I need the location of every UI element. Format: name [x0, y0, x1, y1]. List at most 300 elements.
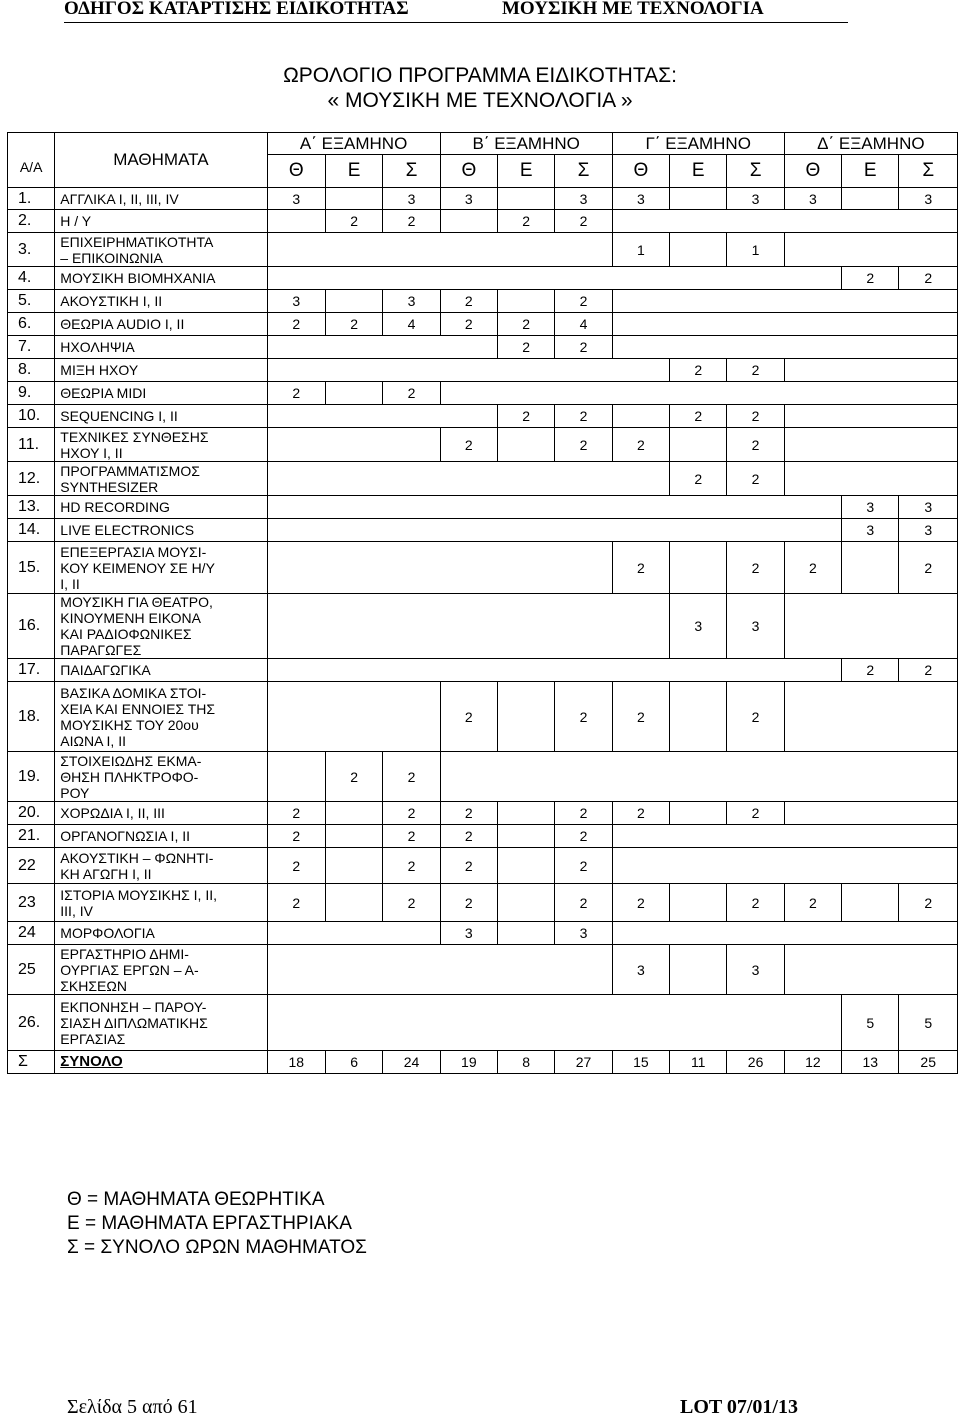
hours-cell: 2 — [325, 210, 382, 233]
table-row — [8, 659, 958, 682]
subject-line: ΙΙΙ, ΙV — [60, 902, 93, 919]
subject-cell — [55, 290, 267, 313]
hours-cell: 1 — [612, 233, 669, 267]
hours-cell: 5 — [899, 995, 958, 1051]
empty-cell — [498, 884, 555, 922]
hours-cell: 2 — [727, 802, 784, 825]
subject-line: SEQUENCING I, II — [60, 408, 178, 424]
subcol-header: Σ — [727, 155, 784, 188]
semester-c-header: Γ΄ ΕΞΑΜΗΝΟ — [612, 133, 784, 155]
empty-cell — [842, 188, 899, 210]
subject-line: ΧΟΡΩΔΙΑ Ι, ΙΙ, ΙΙΙ — [60, 805, 165, 821]
empty-cell — [267, 659, 842, 682]
hours-cell: 2 — [555, 825, 612, 848]
row-number: 17. — [8, 659, 55, 682]
empty-cell — [267, 496, 842, 519]
legend — [67, 1188, 367, 1260]
subject-cell — [55, 659, 267, 682]
hours-cell: 2 — [267, 313, 325, 336]
semester-d-header: Δ΄ ΕΞΑΜΗΝΟ — [784, 133, 957, 155]
empty-cell — [670, 542, 727, 594]
total-cell: 27 — [555, 1051, 612, 1074]
hours-cell: 5 — [842, 995, 899, 1051]
subject-cell — [55, 210, 267, 233]
hours-cell: 3 — [670, 594, 727, 659]
table-row — [8, 267, 958, 290]
hours-cell: 3 — [555, 922, 612, 945]
hours-cell: 2 — [555, 428, 612, 462]
total-cell: 25 — [899, 1051, 958, 1074]
subject-line: ΕΠΕΞΕΡΓΑΣΙΑ ΜΟΥΣΙ- — [60, 543, 207, 560]
hours-cell: 2 — [670, 359, 727, 382]
hours-cell: 2 — [555, 884, 612, 922]
row-number: 11. — [8, 428, 55, 462]
hours-cell: 2 — [784, 884, 841, 922]
subject-cell — [55, 188, 267, 210]
subject-line: ΘΕΩΡΙΑ MIDI — [60, 385, 147, 401]
subject-cell — [55, 884, 267, 922]
hours-cell: 3 — [842, 496, 899, 519]
empty-cell — [325, 188, 382, 210]
subcol-header: Ε — [842, 155, 899, 188]
running-header — [64, 0, 848, 23]
subject-line: ΘΕΩΡΙΑ AUDIO I, II — [60, 316, 185, 332]
subcol-header: Ε — [325, 155, 382, 188]
hours-cell: 2 — [555, 848, 612, 884]
subject-cell — [55, 462, 267, 496]
subject-cell — [55, 995, 267, 1051]
total-label: ΣΥΝΟΛΟ — [55, 1051, 267, 1074]
hours-cell: 3 — [267, 188, 325, 210]
hours-cell: 3 — [899, 188, 958, 210]
empty-cell — [498, 290, 555, 313]
empty-cell — [670, 682, 727, 752]
hours-cell: 2 — [383, 884, 440, 922]
empty-cell — [612, 922, 957, 945]
empty-cell — [784, 594, 957, 659]
hours-cell: 2 — [325, 752, 382, 802]
empty-cell — [325, 382, 382, 405]
hours-cell: 2 — [440, 848, 497, 884]
subject-cell — [55, 825, 267, 848]
empty-cell — [498, 922, 555, 945]
hours-cell: 2 — [440, 428, 497, 462]
subject-line: ΜΟΥΣΙΚΗ ΒΙΟΜΗΧΑΝΙΑ — [60, 270, 216, 286]
row-number: 21. — [8, 825, 55, 848]
subject-cell — [55, 233, 267, 267]
empty-cell — [267, 210, 325, 233]
empty-cell — [784, 428, 957, 462]
subject-cell — [55, 802, 267, 825]
row-number: 16. — [8, 594, 55, 659]
empty-cell — [267, 519, 842, 542]
subject-cell — [55, 519, 267, 542]
empty-cell — [612, 336, 957, 359]
page-number: Σελίδα 5 από 61 — [67, 1396, 198, 1418]
row-number: 10. — [8, 405, 55, 428]
subject-cell — [55, 752, 267, 802]
subcol-header: Ε — [498, 155, 555, 188]
empty-cell — [784, 233, 957, 267]
hours-cell: 2 — [498, 313, 555, 336]
subject-line: HD RECORDING — [60, 499, 170, 515]
page-title: ΩΡΟΛΟΓΙΟ ΠΡΟΓΡΑΜΜΑ ΕΙΔΙΚΟΤΗΤΑΣ: — [283, 64, 677, 87]
col-aa-header: Α/Α — [8, 133, 55, 188]
subject-line: ΚΗ ΑΓΩΓΗ Ι, ΙΙ — [60, 865, 152, 882]
empty-cell — [784, 945, 957, 995]
empty-cell — [267, 922, 440, 945]
row-number: 4. — [8, 267, 55, 290]
hours-cell: 3 — [267, 290, 325, 313]
hours-cell: 3 — [899, 496, 958, 519]
hours-cell: 2 — [727, 462, 784, 496]
empty-cell — [498, 428, 555, 462]
subject-line: ΘΗΣΗ ΠΛΗΚΤΡΟΦΟ- — [60, 768, 199, 785]
empty-cell — [612, 825, 957, 848]
legend-total: Σ = ΣΥΝΟΛΟ ΩΡΩΝ ΜΑΘΗΜΑΤΟΣ — [67, 1237, 367, 1258]
hours-cell: 2 — [440, 290, 497, 313]
subject-line: ΠΑΙΔΑΓΩΓΙΚΑ — [60, 662, 151, 678]
subject-line: ΤΕΧΝΙΚΕΣ ΣΥΝΘΕΣΗΣ — [60, 428, 209, 445]
row-number: 24 — [8, 922, 55, 945]
hours-cell: 2 — [267, 884, 325, 922]
subject-line: ΕΡΓΑΣΤΗΡΙΟ ΔΗΜΙ- — [60, 945, 189, 962]
row-number: 8. — [8, 359, 55, 382]
subject-cell — [55, 945, 267, 995]
table-row — [8, 428, 958, 462]
header-right: ΜΟΥΣΙΚΗ ΜΕ ΤΕΧΝΟΛΟΓΙΑ — [502, 0, 764, 19]
empty-cell — [267, 267, 842, 290]
hours-cell: 3 — [899, 519, 958, 542]
hours-cell: 2 — [899, 659, 958, 682]
row-number: 25 — [8, 945, 55, 995]
hours-cell: 3 — [555, 188, 612, 210]
hours-cell: 2 — [727, 682, 784, 752]
empty-cell — [267, 682, 440, 752]
hours-cell: 3 — [383, 188, 440, 210]
subject-line: Η / Υ — [60, 213, 92, 229]
table-row — [8, 922, 958, 945]
hours-cell: 2 — [440, 313, 497, 336]
empty-cell — [670, 428, 727, 462]
subcol-header: Ε — [670, 155, 727, 188]
total-cell: 15 — [612, 1051, 669, 1074]
hours-cell: 3 — [612, 188, 669, 210]
hours-cell: 3 — [727, 945, 784, 995]
hours-cell: 2 — [727, 359, 784, 382]
hours-cell: 2 — [498, 336, 555, 359]
legend-theory: Θ = ΜΑΘΗΜΑΤΑ ΘΕΩΡΗΤΙΚΑ — [67, 1189, 325, 1210]
subject-line: ΠΡΟΓΡΑΜΜΑΤΙΣΜΟΣ — [60, 462, 200, 479]
hours-cell: 2 — [555, 210, 612, 233]
subject-cell — [55, 336, 267, 359]
total-cell: 18 — [267, 1051, 325, 1074]
table-row — [8, 210, 958, 233]
row-number: 7. — [8, 336, 55, 359]
subject-line: ΣΙΑΣΗ ΔΙΠΛΩΜΑΤΙΚΗΣ — [60, 1014, 208, 1031]
empty-cell — [267, 995, 842, 1051]
table-row — [8, 462, 958, 496]
total-symbol: Σ — [8, 1051, 55, 1074]
empty-cell — [498, 682, 555, 752]
subcol-header: Θ — [267, 155, 325, 188]
hours-cell: 2 — [670, 405, 727, 428]
hours-cell: 2 — [842, 267, 899, 290]
subcol-header: Θ — [440, 155, 497, 188]
header-row-semesters — [8, 133, 958, 155]
subject-line: ΑΓΓΛΙΚΑ Ι, ΙΙ, ΙΙΙ, ΙV — [60, 190, 179, 207]
table-row — [8, 313, 958, 336]
empty-cell — [612, 405, 669, 428]
empty-cell — [612, 848, 957, 884]
subject-line: ΕΡΓΑΣΙΑΣ — [60, 1030, 126, 1047]
hours-cell: 2 — [555, 290, 612, 313]
subject-line: – ΕΠΙΚΟΙΝΩΝΙΑ — [60, 249, 163, 266]
subject-line: ΑΚΟΥΣΤΙΚΗ – ΦΩΝΗΤΙ- — [60, 849, 214, 866]
row-number: 6. — [8, 313, 55, 336]
subject-cell — [55, 428, 267, 462]
row-number: 13. — [8, 496, 55, 519]
subject-line: ΒΑΣΙΚΑ ΔΟΜΙΚΑ ΣΤΟΙ- — [60, 684, 207, 701]
subcol-header: Σ — [383, 155, 440, 188]
table-row — [8, 405, 958, 428]
empty-cell — [267, 233, 612, 267]
table-row — [8, 290, 958, 313]
hours-cell: 3 — [612, 945, 669, 995]
subject-line: ΕΠΙΧΕΙΡΗΜΑΤΙΚΟΤΗΤΑ — [60, 233, 214, 250]
subject-line: ΜΟΥΣΙΚΗΣ ΤΟΥ 20ου — [60, 716, 199, 733]
row-number: 19. — [8, 752, 55, 802]
hours-cell: 2 — [267, 802, 325, 825]
subcol-header: Σ — [899, 155, 958, 188]
subject-line: ΣΚΗΣΕΩΝ — [60, 977, 127, 994]
hours-cell: 3 — [440, 188, 497, 210]
subject-line: SYNTHESIZER — [60, 478, 159, 495]
subject-cell — [55, 382, 267, 405]
hours-cell: 2 — [899, 267, 958, 290]
empty-cell — [670, 802, 727, 825]
empty-cell — [670, 884, 727, 922]
hours-cell: 2 — [555, 802, 612, 825]
hours-cell: 2 — [899, 542, 958, 594]
empty-cell — [498, 802, 555, 825]
table-row — [8, 519, 958, 542]
empty-cell — [784, 682, 957, 752]
table-row — [8, 995, 958, 1051]
empty-cell — [267, 359, 669, 382]
hours-cell: 2 — [899, 884, 958, 922]
empty-cell — [670, 188, 727, 210]
hours-cell: 1 — [727, 233, 784, 267]
total-cell: 12 — [784, 1051, 841, 1074]
empty-cell — [325, 884, 382, 922]
hours-cell: 2 — [555, 682, 612, 752]
subcol-header: Σ — [555, 155, 612, 188]
subject-line: ΟΥΡΓΙΑΣ ΕΡΓΩΝ – Α- — [60, 961, 199, 978]
hours-cell: 2 — [440, 682, 497, 752]
row-number: 18. — [8, 682, 55, 752]
empty-cell — [440, 210, 497, 233]
page-subtitle: « ΜΟΥΣΙΚΗ ΜΕ ΤΕΧΝΟΛΟΓΙΑ » — [327, 89, 633, 112]
row-number: 12. — [8, 462, 55, 496]
hours-cell: 3 — [842, 519, 899, 542]
hours-cell: 2 — [383, 825, 440, 848]
row-number: 2. — [8, 210, 55, 233]
empty-cell — [267, 336, 497, 359]
subject-cell — [55, 496, 267, 519]
hours-cell: 2 — [727, 542, 784, 594]
hours-cell: 3 — [440, 922, 497, 945]
hours-cell: 2 — [498, 210, 555, 233]
empty-cell — [267, 594, 669, 659]
subject-line: ΡΟΥ — [60, 784, 90, 801]
total-cell: 11 — [670, 1051, 727, 1074]
hours-cell: 2 — [612, 802, 669, 825]
row-number: 14. — [8, 519, 55, 542]
hours-cell: 2 — [383, 848, 440, 884]
empty-cell — [842, 542, 899, 594]
hours-cell: 2 — [440, 884, 497, 922]
row-number: 26. — [8, 995, 55, 1051]
total-cell: 6 — [325, 1051, 382, 1074]
table-row — [8, 848, 958, 884]
hours-cell: 2 — [555, 405, 612, 428]
empty-cell — [267, 945, 612, 995]
hours-cell: 2 — [612, 542, 669, 594]
subject-cell — [55, 313, 267, 336]
empty-cell — [670, 945, 727, 995]
total-cell: 24 — [383, 1051, 440, 1074]
subject-cell — [55, 267, 267, 290]
hours-cell: 2 — [842, 659, 899, 682]
hours-cell: 2 — [727, 884, 784, 922]
hours-cell: 2 — [555, 336, 612, 359]
hours-cell: 2 — [267, 825, 325, 848]
empty-cell — [267, 542, 612, 594]
table-row — [8, 945, 958, 995]
row-number: 15. — [8, 542, 55, 594]
subcol-header: Θ — [784, 155, 841, 188]
table-row — [8, 188, 958, 210]
row-number: 22 — [8, 848, 55, 884]
empty-cell — [325, 825, 382, 848]
hours-cell: 2 — [440, 825, 497, 848]
empty-cell — [784, 462, 957, 496]
table-row — [8, 825, 958, 848]
empty-cell — [784, 405, 957, 428]
subcol-header: Θ — [612, 155, 669, 188]
subject-line: ΜΟΥΣΙΚΗ ΓΙΑ ΘΕΑΤΡΟ, — [60, 594, 213, 610]
subject-cell — [55, 405, 267, 428]
empty-cell — [842, 884, 899, 922]
subject-line: LIVE ELECTRONICS — [60, 522, 195, 538]
hours-cell: 2 — [612, 884, 669, 922]
empty-cell — [325, 848, 382, 884]
subject-cell — [55, 682, 267, 752]
subject-line: ΗΧΟΛΗΨΙΑ — [60, 339, 135, 355]
document-code: LOT 07/01/13 — [680, 1396, 798, 1418]
total-row — [8, 1051, 958, 1074]
subject-line: ΜΟΡΦΟΛΟΓΙΑ — [60, 925, 155, 941]
hours-cell: 2 — [727, 428, 784, 462]
subject-cell — [55, 922, 267, 945]
total-cell: 8 — [498, 1051, 555, 1074]
hours-cell: 3 — [727, 188, 784, 210]
table-row — [8, 884, 958, 922]
legend-lab: Ε = ΜΑΘΗΜΑΤΑ ΕΡΓΑΣΤΗΡΙΑΚΑ — [67, 1213, 352, 1234]
subject-line: ΙΣΤΟΡΙΑ ΜΟΥΣΙΚΗΣ Ι, ΙΙ, — [60, 886, 218, 903]
semester-a-header: Α΄ ΕΞΑΜΗΝΟ — [267, 133, 440, 155]
row-number: 5. — [8, 290, 55, 313]
empty-cell — [498, 825, 555, 848]
empty-cell — [267, 462, 669, 496]
subject-line: ΧΕΙΑ ΚΑΙ ΕΝΝΟΙΕΣ ΤΗΣ — [60, 700, 216, 717]
empty-cell — [784, 802, 957, 825]
subject-line: ΑΚΟΥΣΤΙΚΗ Ι, ΙΙ — [60, 293, 163, 309]
table-row — [8, 359, 958, 382]
hours-cell: 2 — [325, 313, 382, 336]
subject-cell — [55, 542, 267, 594]
table-row — [8, 496, 958, 519]
hours-cell: 4 — [383, 313, 440, 336]
hours-cell: 3 — [784, 188, 841, 210]
total-cell: 13 — [842, 1051, 899, 1074]
hours-cell: 2 — [383, 802, 440, 825]
hours-cell: 2 — [383, 752, 440, 802]
schedule-table — [7, 132, 958, 1074]
subject-line: ΚΑΙ ΡΑΔΙΟΦΩΝΙΚΕΣ — [60, 626, 192, 642]
subject-line: ΚΟΥ ΚΕΙΜΕΝΟΥ ΣΕ Η/Υ — [60, 559, 215, 576]
subject-line: Ι, ΙΙ — [60, 575, 80, 592]
empty-cell — [612, 313, 957, 336]
empty-cell — [670, 233, 727, 267]
empty-cell — [498, 188, 555, 210]
row-number: 1. — [8, 188, 55, 210]
subject-line: ΣΤΟΙΧΕΙΩΔΗΣ ΕΚΜΑ- — [60, 752, 202, 769]
hours-cell: 3 — [727, 594, 784, 659]
total-cell: 19 — [440, 1051, 497, 1074]
row-number: 20. — [8, 802, 55, 825]
subject-line: ΠΑΡΑΓΩΓΕΣ — [60, 642, 142, 658]
row-number: 23 — [8, 884, 55, 922]
hours-cell: 2 — [440, 802, 497, 825]
empty-cell — [498, 848, 555, 884]
empty-cell — [612, 290, 957, 313]
empty-cell — [267, 428, 440, 462]
total-cell: 26 — [727, 1051, 784, 1074]
subject-cell — [55, 594, 267, 659]
row-number: 3. — [8, 233, 55, 267]
empty-cell — [267, 752, 325, 802]
hours-cell: 2 — [498, 405, 555, 428]
empty-cell — [612, 210, 957, 233]
table-row — [8, 233, 958, 267]
hours-cell: 2 — [267, 382, 325, 405]
table-row — [8, 336, 958, 359]
col-subject-header: ΜΑΘΗΜΑΤΑ — [55, 133, 267, 188]
hours-cell: 3 — [383, 290, 440, 313]
subject-cell — [55, 848, 267, 884]
hours-cell: 2 — [612, 428, 669, 462]
hours-cell: 2 — [383, 210, 440, 233]
subject-line: ΗΧΟΥ Ι, ΙΙ — [60, 444, 123, 461]
empty-cell — [440, 752, 957, 802]
hours-cell: 2 — [267, 848, 325, 884]
semester-b-header: Β΄ ΕΞΑΜΗΝΟ — [440, 133, 612, 155]
table-row — [8, 594, 958, 659]
hours-cell: 2 — [727, 405, 784, 428]
hours-cell: 2 — [383, 382, 440, 405]
